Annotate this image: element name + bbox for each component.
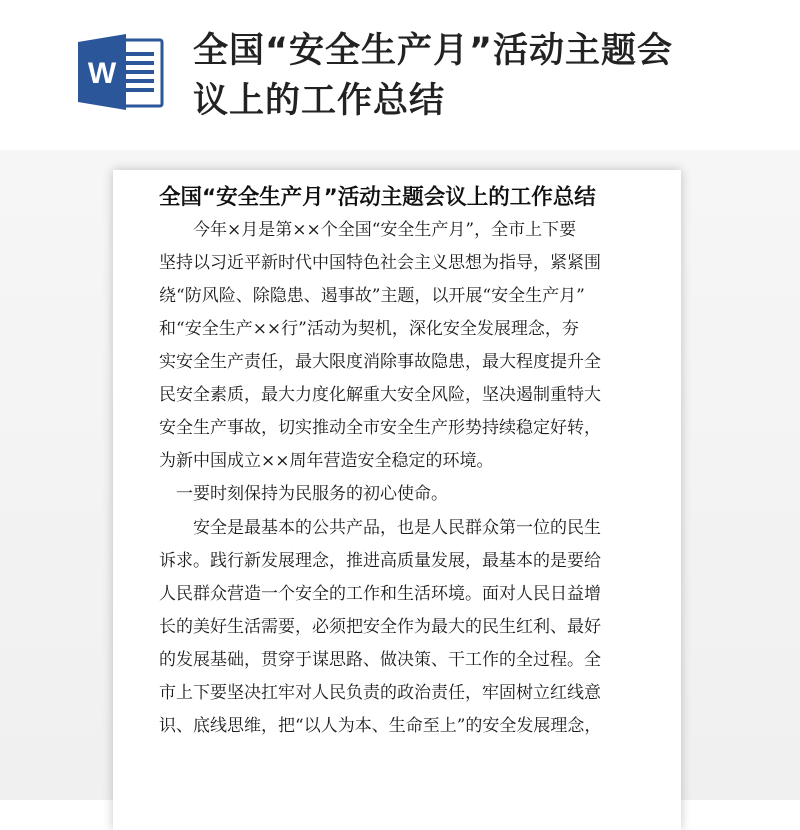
page-title-line-2: 议上的工作总结 bbox=[193, 81, 446, 121]
paragraph-line: 市上下要坚决扛牢对人民负责的政治责任，牢固树立红线意 bbox=[159, 683, 601, 703]
paragraph-line: 和“安全生产××行”活动为契机，深化安全发展理念，夯 bbox=[159, 319, 579, 339]
paragraph-line: 的发展基础，贯穿于谋思路、做决策、干工作的全过程。全 bbox=[159, 650, 601, 670]
svg-text:W: W bbox=[87, 57, 117, 90]
paragraph-line: 坚持以习近平新时代中国特色社会主义思想为指导，紧紧围 bbox=[159, 253, 601, 273]
page-title-line-1: 全国“安全生产月”活动主题会 bbox=[193, 31, 674, 71]
paragraph-line: 安全是最基本的公共产品，也是人民群众第一位的民生 bbox=[159, 518, 601, 538]
section-heading: 一要时刻保持为民服务的初心使命。 bbox=[159, 484, 448, 504]
page-title bbox=[193, 26, 753, 126]
document-page bbox=[113, 170, 681, 830]
document-title: 全国“安全生产月”活动主题会议上的工作总结 bbox=[159, 185, 596, 210]
paragraph-line: 为新中国成立××周年营造安全稳定的环境。 bbox=[159, 451, 494, 471]
paragraph-line: 安全生产事故，切实推动全市安全生产形势持续稳定好转， bbox=[159, 418, 601, 438]
paragraph-line: 人民群众营造一个安全的工作和生活环境。面对人民日益增 bbox=[159, 584, 601, 604]
paragraph-line: 诉求。践行新发展理念，推进高质量发展，最基本的是要给 bbox=[159, 551, 601, 571]
paragraph-line: 绕“防风险、除隐患、遏事故”主题，以开展“安全生产月” bbox=[159, 286, 585, 306]
paragraph-line: 今年×月是第××个全国“安全生产月”，全市上下要 bbox=[159, 220, 577, 240]
word-document-icon bbox=[76, 32, 166, 112]
paragraph-line: 识、底线思维，把“以人为本、生命至上”的安全发展理念， bbox=[159, 716, 602, 736]
paragraph-line: 实安全生产责任，最大限度消除事故隐患，最大程度提升全 bbox=[159, 352, 601, 372]
paragraph-line: 长的美好生活需要，必须把安全作为最大的民生红利、最好 bbox=[159, 617, 601, 637]
paragraph-line: 民安全素质，最大力度化解重大安全风险，坚决遏制重特大 bbox=[159, 385, 601, 405]
